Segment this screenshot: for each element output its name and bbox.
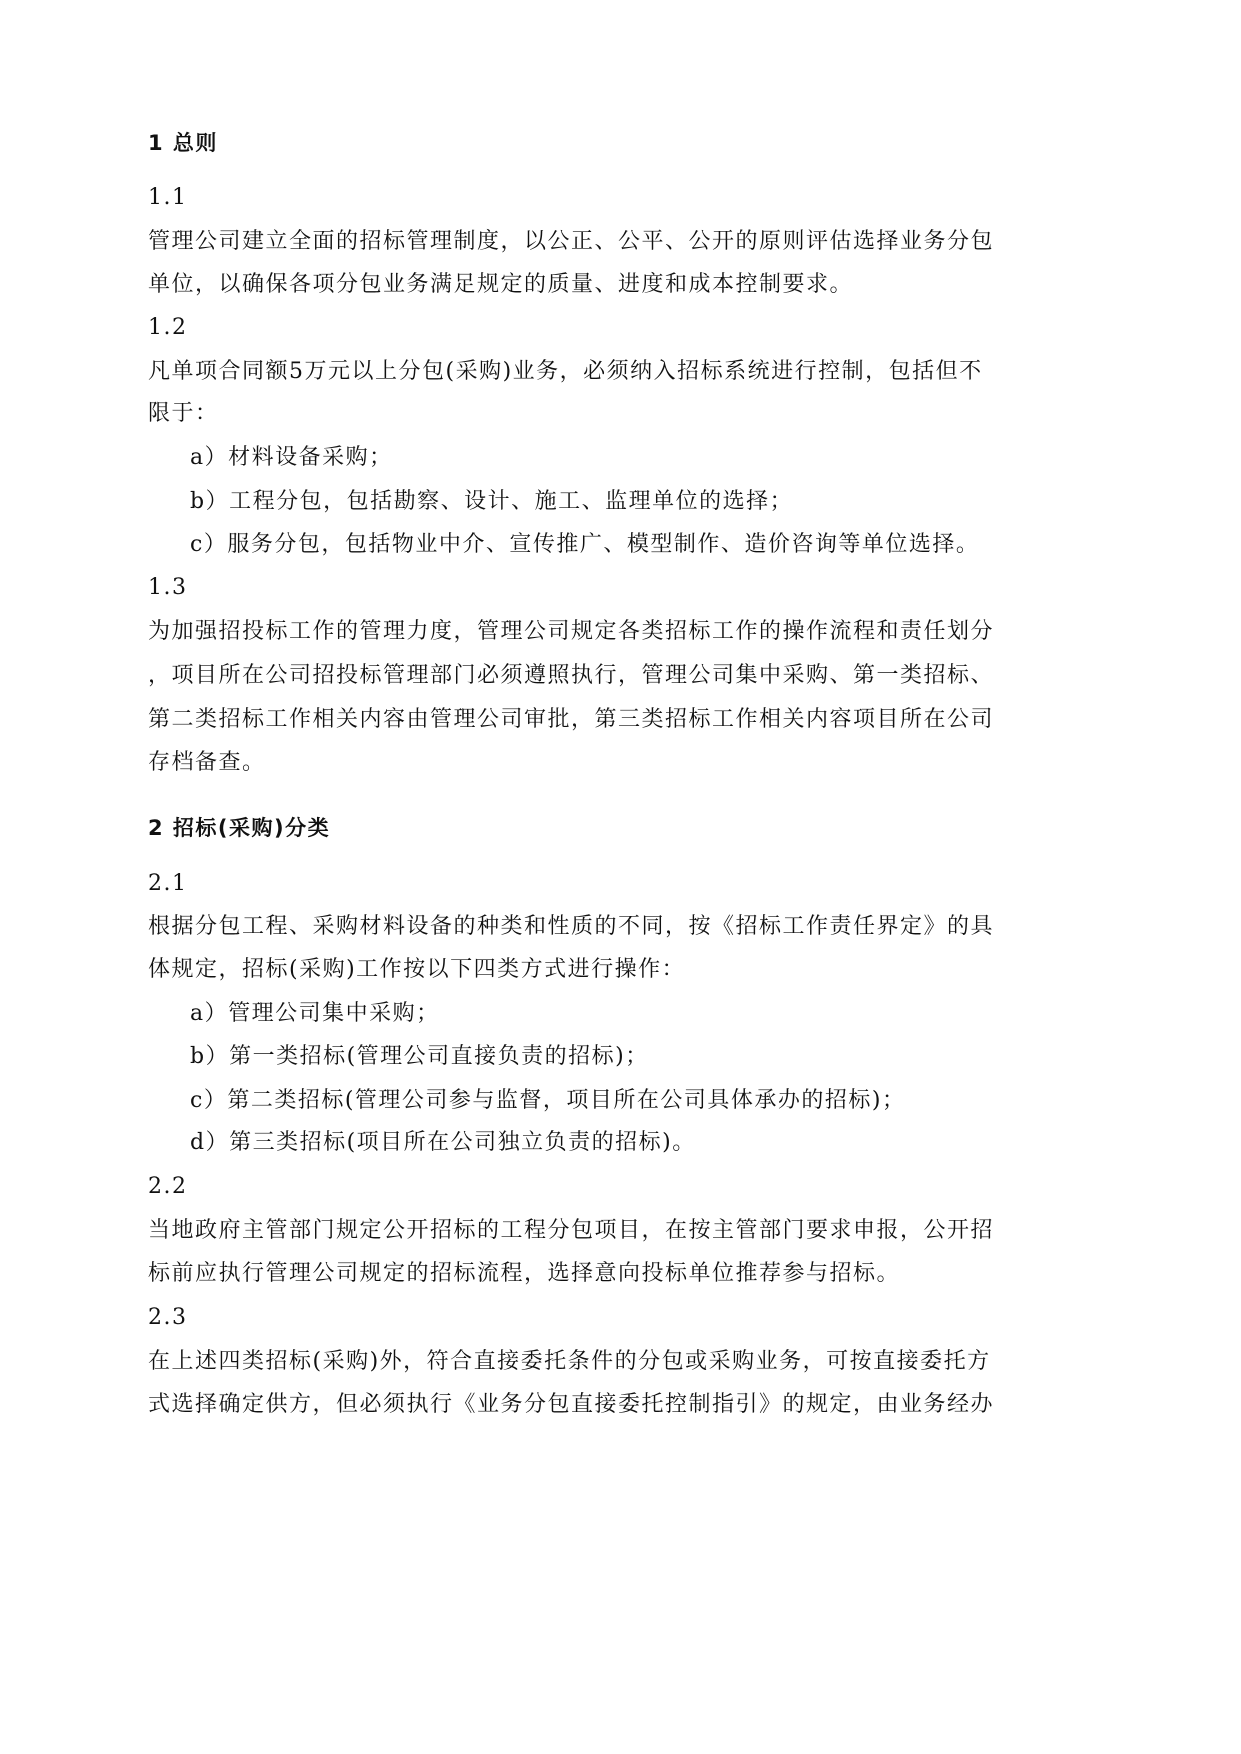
paragraph-line: 在上述四类招标(采购)外，符合直接委托条件的分包或采购业务，可按直接委托方 xyxy=(148,1349,991,1374)
paragraph-line: 存档备查。 xyxy=(148,750,266,775)
clause-number: 2.3 xyxy=(148,1305,188,1330)
list-item: d）第三类招标(项目所在公司独立负责的招标)。 xyxy=(190,1130,696,1155)
list-item: a）材料设备采购； xyxy=(190,445,393,470)
list-item: c）服务分包，包括物业中介、宣传推广、模型制作、造价咨询等单位选择。 xyxy=(190,532,980,557)
paragraph-line: 式选择确定供方，但必须执行《业务分包直接委托控制指引》的规定，由业务经办 xyxy=(148,1392,995,1417)
clause-number: 1.3 xyxy=(148,575,188,600)
paragraph-line: 单位，以确保各项分包业务满足规定的质量、进度和成本控制要求。 xyxy=(148,272,854,297)
paragraph-line: 第二类招标工作相关内容由管理公司审批，第三类招标工作相关内容项目所在公司 xyxy=(148,707,995,732)
clause-number: 2.2 xyxy=(148,1174,188,1199)
paragraph-line: 当地政府主管部门规定公开招标的工程分包项目，在按主管部门要求申报，公开招 xyxy=(148,1218,995,1243)
paragraph-line: 限于： xyxy=(148,401,219,426)
clause-number: 1.1 xyxy=(148,185,188,210)
paragraph-line: 标前应执行管理公司规定的招标流程，选择意向投标单位推荐参与招标。 xyxy=(148,1261,901,1286)
section-heading: 1 总则 xyxy=(148,131,218,155)
paragraph-line: ，项目所在公司招投标管理部门必须遵照执行，管理公司集中采购、第一类招标、 xyxy=(148,663,995,688)
clause-number: 1.2 xyxy=(148,315,188,340)
paragraph-line: 为加强招投标工作的管理力度，管理公司规定各类招标工作的操作流程和责任划分 xyxy=(148,619,995,644)
paragraph-line: 根据分包工程、采购材料设备的种类和性质的不同，按《招标工作责任界定》的具 xyxy=(148,914,995,939)
clause-number: 2.1 xyxy=(148,871,188,896)
list-item: a）管理公司集中采购； xyxy=(190,1001,440,1026)
list-item: c）第二类招标(管理公司参与监督，项目所在公司具体承办的招标)； xyxy=(190,1088,906,1113)
section-heading: 2 招标(采购)分类 xyxy=(148,816,331,840)
list-item: b）第一类招标(管理公司直接负责的招标)； xyxy=(190,1044,649,1069)
list-item: b）工程分包，包括勘察、设计、施工、监理单位的选择； xyxy=(190,489,794,514)
paragraph-line: 凡单项合同额5万元以上分包(采购)业务，必须纳入招标系统进行控制，包括但不 xyxy=(148,359,983,384)
paragraph-line: 体规定，招标(采购)工作按以下四类方式进行操作： xyxy=(148,957,686,982)
paragraph-line: 管理公司建立全面的招标管理制度，以公正、公平、公开的原则评估选择业务分包 xyxy=(148,229,995,254)
